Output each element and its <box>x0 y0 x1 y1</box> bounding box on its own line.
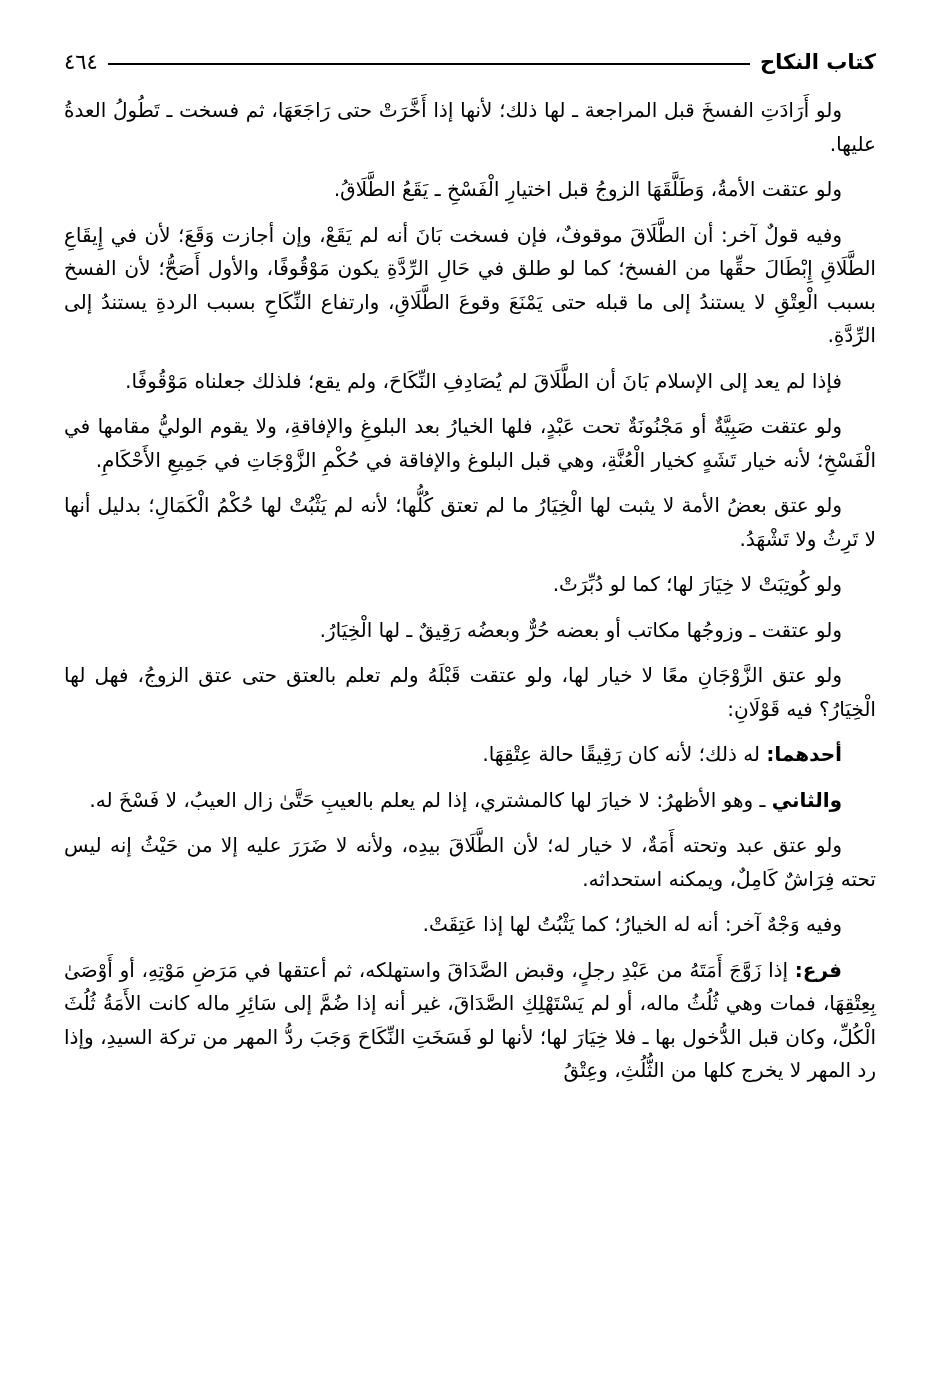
paragraph <box>64 954 876 1088</box>
paragraph <box>64 173 876 207</box>
body-text <box>64 94 876 1088</box>
document-page <box>64 42 876 1342</box>
paragraph-lead: والثاني <box>771 787 842 812</box>
paragraph <box>64 568 876 602</box>
paragraph <box>64 659 876 726</box>
paragraph-text: ـ وهو الأظهرُ: لا خيارَ لها كالمشتري، إذا لم يعلم بالعيبِ حَتَّىٰ زال العيبُ، لا فَسْخَ له. <box>89 787 772 812</box>
paragraph <box>64 908 876 942</box>
paragraph-text: ولو عتق عبد وتحته أَمَةٌ، لا خيار له؛ لأن الطَّلَاقَ بيدِه، ولأنه لا ضَرَرَ عليه إلا من حَيْثُ إنه ليس تحته فِرَاشٌ كَامِلٌ، ويمكنه استحداثه. <box>64 833 876 891</box>
paragraph <box>64 219 876 353</box>
page-number: ٤٦٤ <box>64 50 98 74</box>
paragraph <box>64 94 876 161</box>
paragraph-lead: أحدهما: <box>766 742 842 766</box>
paragraph-text: ولو عتقت صَبِيَّةٌ أو مَجْنُونَةٌ تحت عَبْدٍ، فلها الخيارُ بعد البلوغِ والإفاقةِ، ولا يقوم الوليُّ مقامها في الْفَسْخِ؛ لأنه خيار تَشَهٍ كخيار الْعُنَّةِ، وهي قبل البلوغ والإفاقة في حُكْمِ الزَّوْجَاتِ في جَمِيعِ الأَحْكَامِ. <box>64 414 876 472</box>
paragraph-text: وفيه قولٌ آخر: أن الطَّلَاقَ موقوفٌ، فإن فسخت بَانَ أنه لم يَقَعْ، وإن أجازت وَقَعَ؛ لأن في إِيقَاعِ الطَّلَاقِ إِبْطَالَ حقِّها من الفسخ؛ كما لو طلق في حَالِ الرِّدَّةِ يكون مَوْقُوفًا، والأول أَصَحُّ؛ لأن الفسخ بسبب الْعِتْقِ لا يستندُ إلى ما قبله حتى يَمْنَعَ وقوعَ الطَّلَاقِ، وارتفاع النِّكَاحِ بسبب الردةِ يستندُ إلى الرِّدَّةِ. <box>64 222 876 347</box>
paragraph <box>64 614 876 648</box>
paragraph <box>64 365 876 399</box>
paragraph <box>64 784 876 818</box>
paragraph-text: وفيه وَجْهٌ آخر: أنه له الخيارُ؛ كما يَثْبُتُ لها إذا عَتِقَتْ. <box>422 912 842 936</box>
paragraph-text: إذا زَوَّجَ أَمَتَهُ من عَبْدِ رجلٍ، وقبض الصَّدَاقَ واستهلكه، ثم أعتقها في مَرَضِ مَوْتِهِ، أو أَوْصَىٰ بِعِتْقِهَا، فمات وهي ثُلُثُ ماله، أو لم يَسْتَهْلِكِ الصَّدَاقَ، غير أنه إذا ضُمَّ إلى سَائِرِ ماله كانت الأَمَةُ ثُلُثَ الْكُلِّ، وكان قبل الدُّخول بها ـ فلا خِيَارَ لها؛ لأنها لو فَسَخَتِ النِّكَاحَ وَجَبَ ردُّ المهر من تركة السيدِ، وإذا رد المهر لا يخرج كلها من الثُّلُثِ، وعِتْقُ <box>64 957 876 1082</box>
paragraph-text: ولو عتق الزَّوْجَانِ معًا لا خيار لها، ولو عتقت قَبْلَهُ ولم تعلم بالعتق حتى عتق الزوجُ، فهل لها الْخِيَارُ؟ فيه قَوْلَانِ: <box>64 663 876 721</box>
paragraph-text: له ذلك؛ لأنه كان رَقِيقًا حالة عِتْقِهَا. <box>482 742 767 766</box>
paragraph-text: فإذا لم يعد إلى الإسلام بَانَ أن الطَّلَاقَ لم يُصَادِفِ النِّكَاحَ، ولم يقع؛ فلذلك جعلناه مَوْقُوفًا. <box>125 368 842 393</box>
page-header <box>64 42 876 82</box>
paragraph-text: ولو كُوتِبَتْ لا خِيَارَ لها؛ كما لو دُبِّرَتْ. <box>552 572 842 596</box>
paragraph <box>64 489 876 556</box>
paragraph-text: ولو عتق بعضُ الأمة لا يثبت لها الْخِيَارُ ما لم تعتق كُلُّها؛ لأنه لم يَثْبُتْ لها حُكْمُ الْكَمَالِ؛ بدليل أنها لا تَرِثُ ولا تَشْهَدُ. <box>64 493 876 551</box>
paragraph-text: ولو عتقت ـ وزوجُها مكاتب أو بعضه حُرٌّ وبعضُه رَقِيقٌ ـ لها الْخِيَارُ. <box>319 617 842 642</box>
paragraph <box>64 410 876 477</box>
header-rule <box>108 63 750 65</box>
paragraph <box>64 738 876 772</box>
paragraph-text: ولو عتقت الأمةُ، وَطَلَّقَهَا الزوجُ قبل اختيارِ الْفَسْخِ ـ يَقَعُ الطَّلَاقُ. <box>333 177 842 201</box>
paragraph-text: ولو أَرَادَتِ الفسخَ قبل المراجعة ـ لها ذلك؛ لأنها إذا أَخَّرَتْ حتى رَاجَعَهَا، ثم فسخت ـ تَطُولُ العدةُ عليها. <box>64 98 876 156</box>
paragraph <box>64 829 876 896</box>
book-title: كتاب النكاح <box>760 50 876 74</box>
paragraph-lead: فرع: <box>794 957 842 982</box>
